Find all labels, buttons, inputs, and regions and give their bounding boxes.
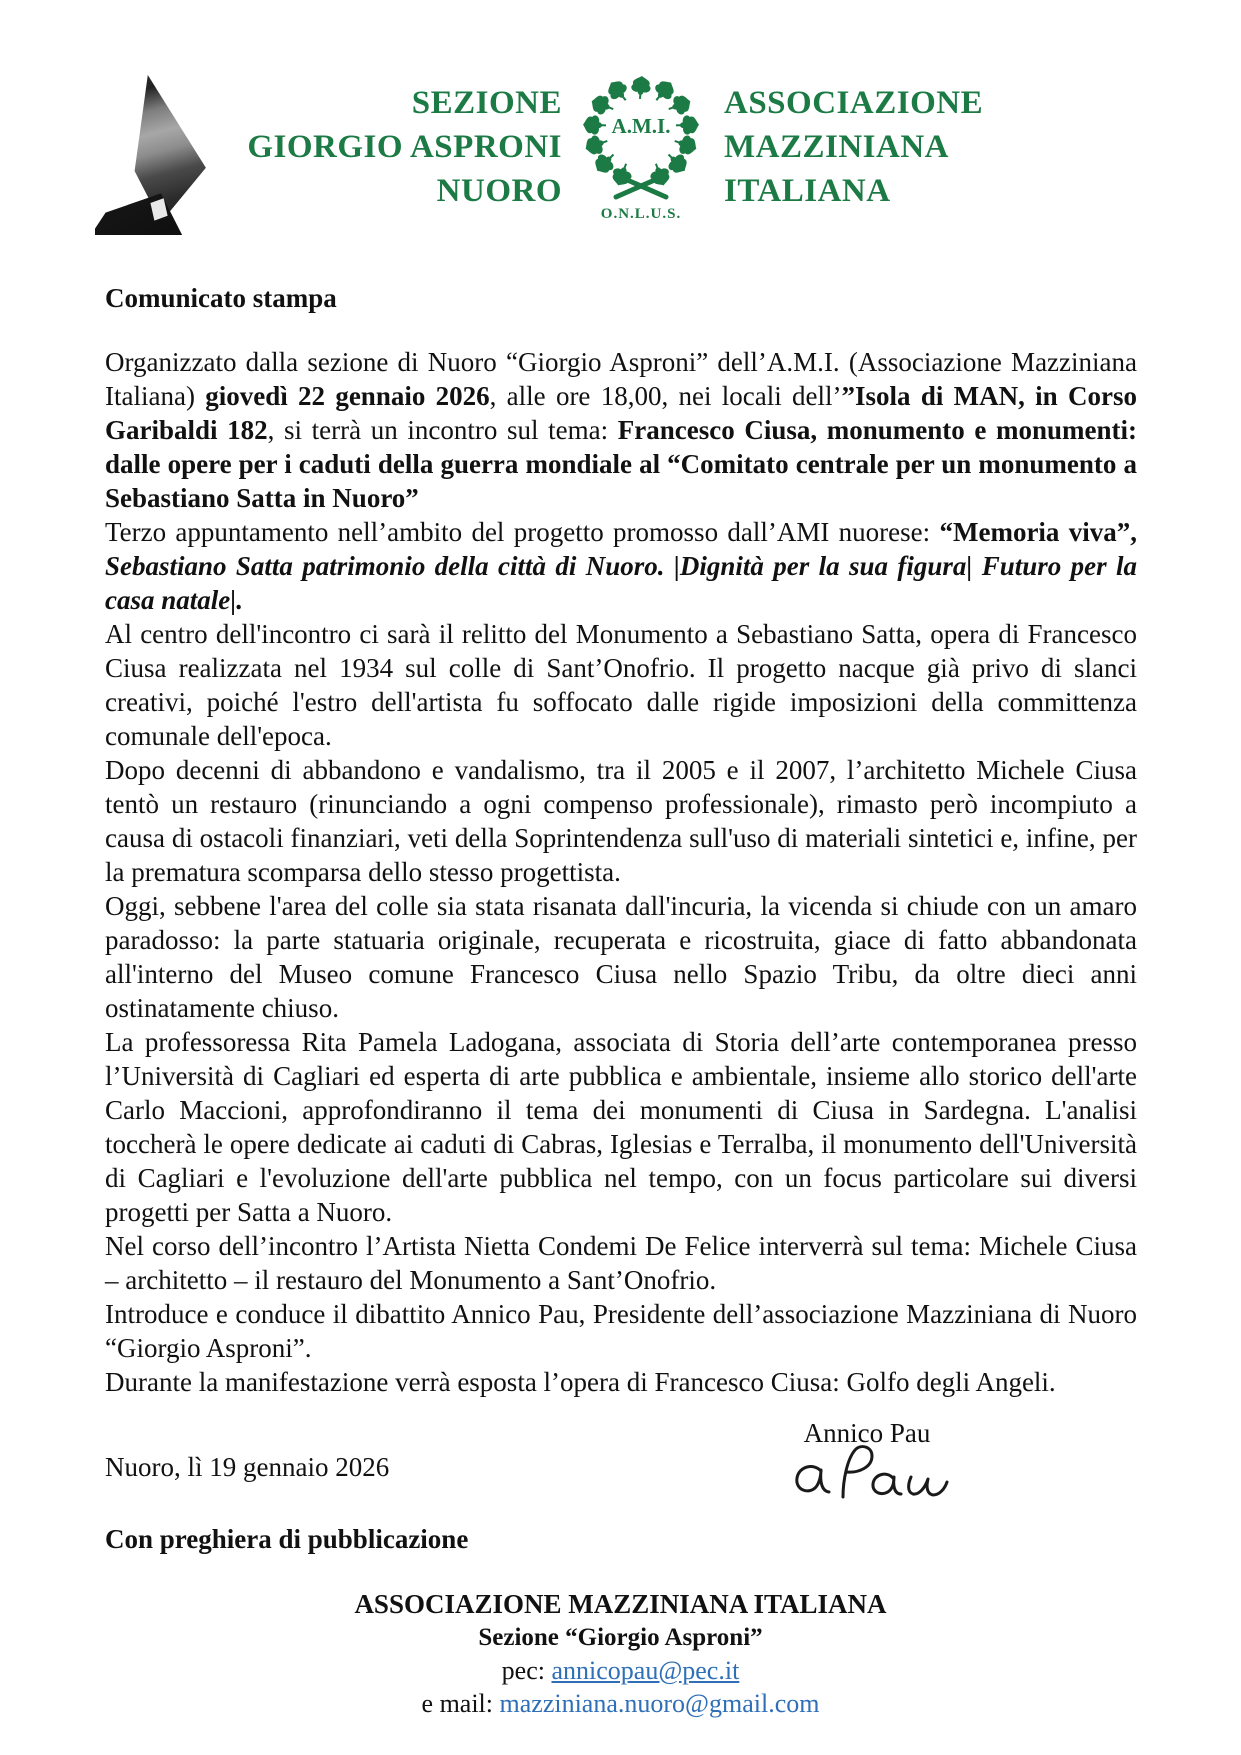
paragraph xyxy=(105,1365,1137,1399)
ami-logo xyxy=(572,75,710,223)
paragraph-segment: giovedì 22 gennaio 2026 xyxy=(205,381,490,411)
organization-title-line: ITALIANA xyxy=(724,173,891,209)
footer-contacts xyxy=(0,1588,1241,1720)
paragraph-segment: La professoressa Rita Pamela Ladogana, associata di Storia dell’arte contemporanea presso l’Università di Cagliari ed esperta di arte pubblica e ambientale, insieme allo storico dell'arte Carlo Maccioni, approfondiranno il tema dei monumenti di Ciusa in Sardegna. L'analisi toccherà le opere dedicate ai caduti di Cabras, Iglesias e Terralba, il monumento dell'Università di Cagliari e l'evoluzione dell'arte pubblica nel tempo, con un focus particolare sui diversi progetti per Satta a Nuoro. xyxy=(105,1027,1137,1227)
paragraph-segment: , si terrà un incontro sul tema: xyxy=(267,415,618,445)
section-title xyxy=(227,81,562,213)
footer-association-name: ASSOCIAZIONE MAZZINIANA ITALIANA xyxy=(354,1589,887,1619)
footer-pec-line xyxy=(0,1654,1241,1687)
paragraph-segment: Durante la manifestazione verrà esposta l’opera di Francesco Ciusa: Golfo degli Angeli. xyxy=(105,1367,1056,1397)
organization-title xyxy=(724,81,983,213)
organization-title-line: ASSOCIAZIONE xyxy=(724,85,984,121)
paragraph-segment: ”Isola di MAN, in Corso Garibaldi 182 xyxy=(105,381,1137,445)
paragraph-segment: Dopo decenni di abbandono e vandalismo, tra il 2005 e il 2007, l’architetto Michele Ciusa tentò un restauro (rinunciando a ogni compenso professionale), rimasto però incompiuto a causa di ostacoli finanziari, veti della Soprintendenza sull'uso di materiali sintetici e, infine, per la prematura scomparsa dello stesso progettista. xyxy=(105,755,1137,887)
paragraph xyxy=(105,889,1137,1025)
paragraph-segment: Terzo appuntamento nell’ambito del progetto promosso dall’AMI nuorese: xyxy=(105,517,940,547)
organization-title-line: MAZZINIANA xyxy=(724,129,950,165)
paragraph xyxy=(105,753,1137,889)
section-title-line: NUORO xyxy=(436,173,562,209)
paragraph xyxy=(105,1297,1137,1365)
paragraph-segment: Organizzato dalla sezione di Nuoro “Giorgio Asproni” dell’A.M.I. (Associazione Mazziniana Italiana) xyxy=(105,347,1137,411)
signature-block xyxy=(757,1418,977,1507)
paragraph-segment: Nel corso dell’incontro l’Artista Nietta Condemi De Felice interverrà sul tema: Michele Ciusa – architetto – il restauro del Monumento a Sant’Onofrio. xyxy=(105,1231,1137,1295)
paragraph xyxy=(105,345,1137,515)
onlus-label: O.N.L.U.S. xyxy=(600,206,682,222)
paragraph-segment: , xyxy=(1130,517,1138,547)
paragraph-segment: Oggi, sebbene l'area del colle sia stata risanata dall'incuria, la vicenda si chiude con un amaro paradosso: la parte statuaria originale, recuperata e ricostruita, giace di fatto abbandonata all'interno del Museo comune Francesco Ciusa nello Spazio Tribu, da oltre dieci anni ostinatamente chiuso. xyxy=(105,891,1137,1023)
footer-section-name: Sezione “Giorgio Asproni” xyxy=(478,1624,763,1651)
paragraph xyxy=(105,617,1137,753)
ami-logo-initials: A.M.I. xyxy=(611,114,671,138)
paragraph-segment: Introduce e conduce il dibattito Annico Pau, Presidente dell’associazione Mazziniana di Nuoro “Giorgio Asproni”. xyxy=(105,1299,1137,1363)
closing-request: Con preghiera di pubblicazione xyxy=(105,1524,469,1554)
paragraph xyxy=(105,1229,1137,1297)
dateline: Nuoro, lì 19 gennaio 2026 xyxy=(105,1452,390,1482)
paragraph-segment: |Dignità per la sua figura| Futuro per la casa natale|. xyxy=(105,551,1137,615)
paragraph-segment: Al centro dell'incontro ci sarà il relitto del Monumento a Sebastiano Satta, opera di Francesco Ciusa realizzata nel 1934 sul colle di Sant’Onofrio. Il progetto nacque già privo di slanci creativi, poiché l'estro dell'artista fu soffocato dalle rigide imposizioni della committenza comunale dell'epoca. xyxy=(105,619,1137,751)
paragraph-segment: Sebastiano Satta patrimonio della città di Nuoro. xyxy=(105,551,674,581)
handwritten-signature-icon xyxy=(777,1445,957,1507)
paragraph xyxy=(105,1025,1137,1229)
section-title-line: GIORGIO ASPRONI xyxy=(247,129,562,165)
paragraph-segment: “Memoria viva” xyxy=(939,517,1131,547)
section-title-line: SEZIONE xyxy=(411,85,562,121)
footer-mail-line xyxy=(0,1687,1241,1720)
paragraph-segment: Francesco Ciusa, monumento e monumenti: dalle opere per i caduti della guerra mondiale al “Comitato centrale per un monumento a Sebastiano Satta in Nuoro” xyxy=(105,415,1137,513)
portrait-photo xyxy=(95,75,227,235)
pec-label: pec: xyxy=(501,1656,552,1685)
signature-row xyxy=(105,1418,1137,1528)
gmail-email-link[interactable]: mazziniana.nuoro@gmail.com xyxy=(499,1689,820,1718)
letterhead xyxy=(95,75,1151,235)
ami-wreath-icon xyxy=(572,75,710,203)
body-paragraphs xyxy=(105,345,1137,1399)
document-title: Comunicato stampa xyxy=(105,283,337,313)
paragraph-segment: , alle ore 18,00, nei locali dell’ xyxy=(489,381,842,411)
signatory-name: Annico Pau xyxy=(803,1418,931,1448)
paragraph xyxy=(105,515,1137,617)
pec-email-link[interactable]: annicopau@pec.it xyxy=(551,1656,740,1685)
mail-label: e mail: xyxy=(421,1689,500,1718)
